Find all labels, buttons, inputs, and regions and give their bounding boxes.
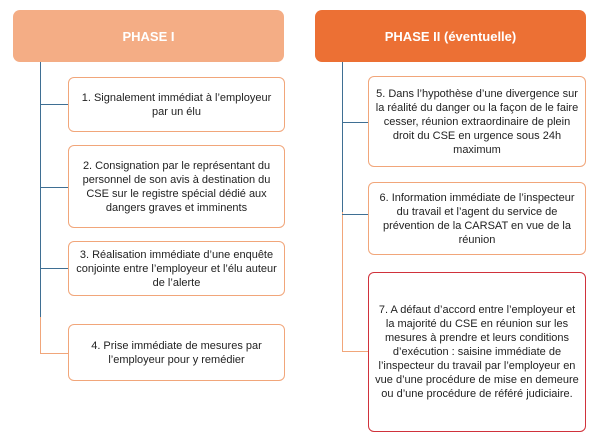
phase-1-connector-branch xyxy=(40,268,68,269)
phase-2-connector-branch xyxy=(342,351,368,352)
phase-1-step-4: 4. Prise immédiate de mesures par l’employeur pour y remédier xyxy=(68,324,285,381)
phase-1-title: PHASE I xyxy=(122,28,175,44)
phase-2-step-5: 5. Dans l’hypothèse d’une divergence sur la réalité du danger ou la façon de le faire cesser, réunion extraordinaire de plein droit du CSE en urgence sous 24h maximum xyxy=(368,76,586,167)
phase-1-connector-branch xyxy=(40,104,68,105)
phase-1-step-2: 2. Consignation par le représentant du personnel de son avis à destination du CSE sur le registre spécial dédié aux dangers graves et imminents xyxy=(68,145,285,228)
phase-2-connector-branch xyxy=(342,122,368,123)
phase-2-header xyxy=(315,10,586,62)
phase-1-step-1: 1. Signalement immédiat à l’employeur par un élu xyxy=(68,77,285,132)
phase-1-connector-trunk xyxy=(40,62,41,354)
phase-2-step-7: 7. A défaut d’accord entre l’employeur et la majorité du CSE en réunion sur les mesures à prendre et leurs conditions d’exécution : saisine immédiate de l’inspecteur du travail par l’employeur en vue d’une procédure de mise en demeure ou d’une procédure de référé judiciaire. xyxy=(368,272,586,432)
phase-2-connector-trunk xyxy=(342,62,343,352)
phase-1-header xyxy=(13,10,284,62)
phase-2-step-6: 6. Information immédiate de l’inspecteur du travail et l’agent du service de prévention de la CARSAT en vue de la réunion xyxy=(368,182,586,255)
phase-1-connector-branch xyxy=(40,187,68,188)
phase-1-connector-branch xyxy=(40,353,68,354)
phase-1-step-3: 3. Réalisation immédiate d’une enquête conjointe entre l’employeur et l’élu auteur de l’alerte xyxy=(68,241,285,296)
phase-2-title: PHASE II (éventuelle) xyxy=(384,28,517,44)
phase-2-connector-branch xyxy=(342,214,368,215)
